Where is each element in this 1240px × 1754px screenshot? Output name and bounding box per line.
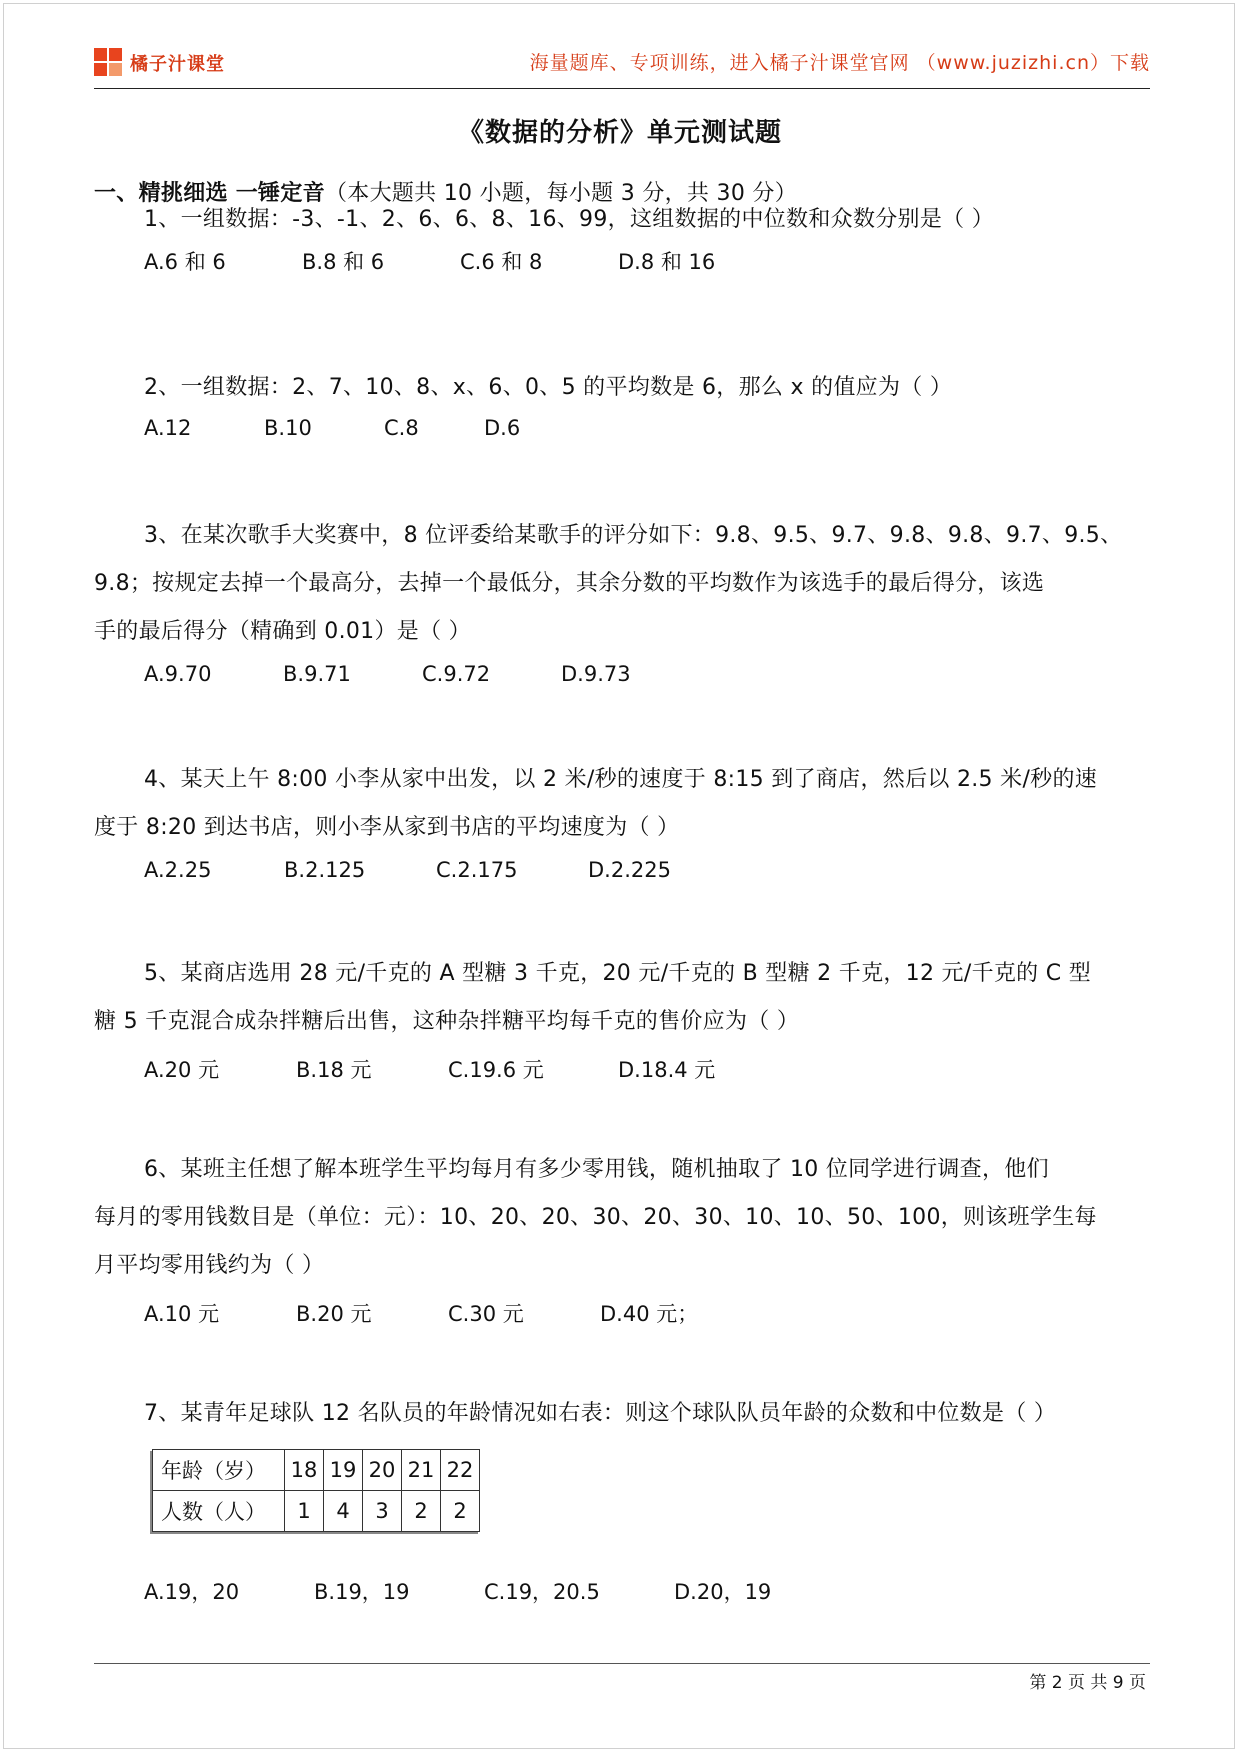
table-row: [153, 1450, 480, 1491]
page-number: 第 2 页 共 9 页: [1029, 1673, 1146, 1693]
table-cell: 19: [324, 1450, 363, 1491]
table-cell: 4: [324, 1491, 363, 1532]
question-3-line-1: 3、在某次歌手大奖赛中，8 位评委给某歌手的评分如下：9.8、9.5、9.7、9.8、9.8、9.7、9.5、: [144, 523, 1123, 548]
question-5-line-1: 5、某商店选用 28 元/千克的 A 型糖 3 千克，20 元/千克的 B 型糖 2 千克，12 元/千克的 C 型: [144, 961, 1092, 986]
question-4-options: [144, 858, 671, 882]
option-b: B.9.71: [283, 662, 351, 686]
question-1-line-1: 1、一组数据：-3、-1、2、6、6、8、16、99，这组数据的中位数和众数分别是（ ）: [144, 207, 995, 232]
table-cell: 3: [363, 1491, 402, 1532]
option-b: B.8 和 6: [302, 250, 385, 274]
logo-mark-icon: [94, 48, 124, 78]
option-c: C.8: [384, 416, 419, 440]
question-6-line-1: 6、某班主任想了解本班学生平均每月有多少零用钱，随机抽取了 10 位同学进行调查，他们: [144, 1157, 1049, 1182]
table-cell: 2: [402, 1491, 441, 1532]
option-b: B.2.125: [284, 858, 366, 882]
question-2-options: [144, 416, 520, 440]
footer-divider: [94, 1663, 1150, 1664]
header-slogan: 海量题库、专项训练，进入橘子汁课堂官网 （www.juzizhi.cn）下载: [529, 52, 1150, 74]
question-7-line-1: 7、某青年足球队 12 名队员的年龄情况如右表：则这个球队队员年龄的众数和中位数是（ ）: [144, 1401, 1057, 1426]
logo-text: 橘子汁课堂: [130, 54, 225, 75]
option-c: C.9.72: [422, 662, 491, 686]
option-b: B.18 元: [296, 1058, 372, 1082]
age-table: [152, 1449, 480, 1532]
option-c: C.30 元: [448, 1302, 524, 1326]
question-1-options: [144, 246, 715, 276]
question-3-line-3: 手的最后得分（精确到 0.01）是（ ）: [94, 619, 471, 644]
option-a: A.10 元: [144, 1302, 220, 1326]
logo[interactable]: [94, 46, 225, 80]
table-cell: 2: [441, 1491, 480, 1532]
option-a: A.20 元: [144, 1058, 220, 1082]
question-4-line-2: 度于 8:20 到达书店，则小李从家到书店的平均速度为（ ）: [94, 815, 680, 840]
option-d: D.8 和 16: [618, 250, 716, 274]
table-cell: 1: [285, 1491, 324, 1532]
option-d: D.40 元；: [600, 1302, 699, 1326]
question-2-line-1: 2、一组数据：2、7、10、8、x、6、0、5 的平均数是 6，那么 x 的值应为（ ）: [144, 375, 953, 400]
question-6-options: [144, 1298, 698, 1328]
question-6-line-2: 每月的零用钱数目是（单位：元）：10、20、20、30、20、30、10、10、50、100，则该班学生每: [94, 1205, 1097, 1230]
table-cell: 22: [441, 1450, 480, 1491]
table-cell: 21: [402, 1450, 441, 1491]
option-c: C.6 和 8: [460, 250, 543, 274]
section-heading-text: 一、精挑细选 一锤定音: [94, 181, 325, 206]
option-b: B.20 元: [296, 1302, 372, 1326]
option-d: D.6: [484, 416, 521, 440]
option-a: A.19，20: [144, 1580, 240, 1604]
option-c: C.19，20.5: [484, 1580, 600, 1604]
option-d: D.9.73: [561, 662, 631, 686]
page-header: [94, 42, 1150, 89]
question-3-line-2: 9.8；按规定去掉一个最高分，去掉一个最低分，其余分数的平均数作为该选手的最后得分，该选: [94, 571, 1045, 596]
table-row-label: 年龄（岁）: [153, 1450, 285, 1491]
question-7-options: [144, 1576, 771, 1606]
option-a: A.2.25: [144, 858, 212, 882]
question-5-options: [144, 1054, 715, 1084]
option-c: C.19.6 元: [448, 1058, 544, 1082]
page-title: 《数据的分析》单元测试题: [457, 118, 782, 148]
question-6-line-3: 月平均零用钱约为（ ）: [94, 1253, 325, 1278]
option-b: B.10: [264, 416, 312, 440]
option-a: A.6 和 6: [144, 250, 226, 274]
question-5-line-2: 糖 5 千克混合成杂拌糖后出售，这种杂拌糖平均每千克的售价应为（ ）: [94, 1009, 800, 1034]
table-row-label: 人数（人）: [153, 1491, 285, 1532]
option-d: D.20，19: [674, 1580, 772, 1604]
option-d: D.18.4 元: [618, 1058, 716, 1082]
question-3-options: [144, 662, 631, 686]
table-row: [153, 1491, 480, 1532]
table-cell: 20: [363, 1450, 402, 1491]
option-a: A.12: [144, 416, 192, 440]
section-note: （本大题共 10 小题，每小题 3 分，共 30 分）: [324, 181, 798, 206]
option-c: C.2.175: [436, 858, 518, 882]
option-d: D.2.225: [588, 858, 671, 882]
question-4-line-1: 4、某天上午 8:00 小李从家中出发，以 2 米/秒的速度于 8:15 到了商店，然后以 2.5 米/秒的速: [144, 767, 1098, 792]
option-b: B.19，19: [314, 1580, 410, 1604]
table-cell: 18: [285, 1450, 324, 1491]
option-a: A.9.70: [144, 662, 212, 686]
